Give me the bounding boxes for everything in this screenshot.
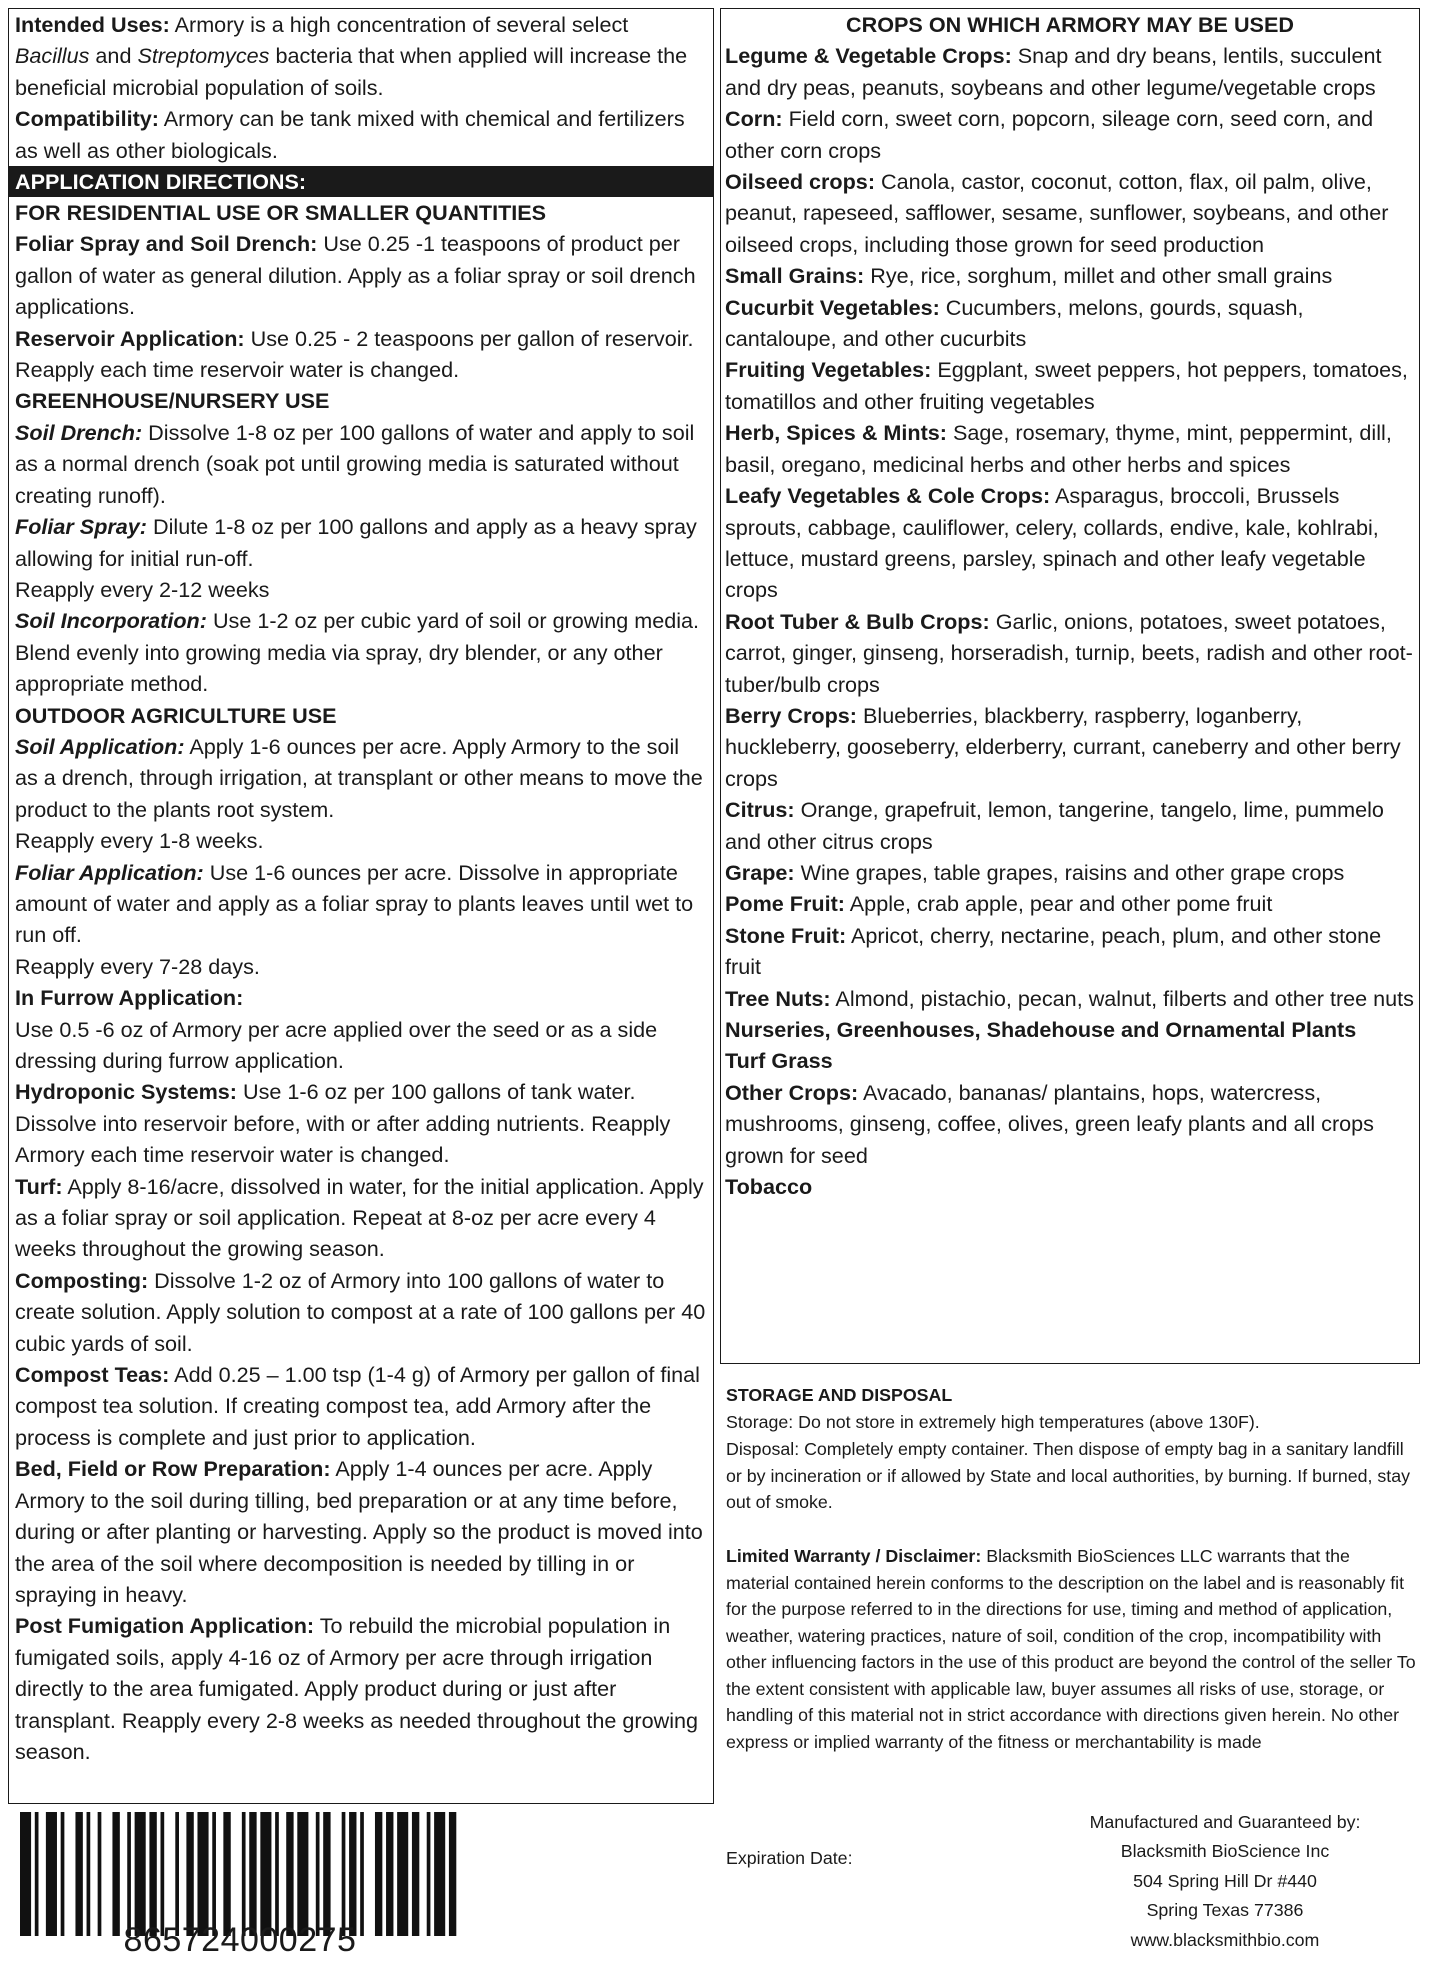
crop-entry-label: Pome Fruit:	[725, 891, 845, 917]
manufacturer-line-2: Blacksmith BioScience Inc	[1120, 1841, 1330, 1862]
streptomyces-term: Streptomyces	[137, 43, 270, 69]
manufacturer-line-4: Spring Texas 77386	[1146, 1900, 1304, 1921]
crop-entry-text: Wine grapes, table grapes, raisins and other grape crops	[794, 859, 1345, 885]
outdoor-heading: OUTDOOR AGRICULTURE USE	[15, 702, 337, 728]
crop-entry-label: Legume & Vegetable Crops:	[725, 43, 1012, 69]
hydroponic-label: Hydroponic Systems:	[15, 1079, 237, 1105]
crop-entry-label: Stone Fruit:	[725, 922, 847, 948]
turf-label: Turf:	[15, 1173, 63, 1199]
crop-entry-text: Almond, pistachio, pecan, walnut, filberts and other tree nuts	[830, 985, 1414, 1011]
crop-entry-text: Apricot, cherry, nectarine, peach, plum, and other stone fruit	[725, 922, 1382, 980]
crop-entry-text: Orange, grapefruit, lemon, tangerine, tangelo, lime, pummelo and other citrus crops	[725, 797, 1384, 854]
crop-entry-text: Cucumbers, melons, gourds, squash, cantaloupe, and other cucurbits	[725, 294, 1304, 352]
application-directions-banner: APPLICATION DIRECTIONS:	[9, 166, 713, 197]
soil-application-text: Apply 1-6 ounces per acre. Apply Armory to the soil as a drench, through irrigation, at transplant or other means to move the product to the plants root system.	[15, 733, 703, 822]
crop-entry	[725, 480, 1415, 606]
barcode-icon	[20, 1812, 460, 1936]
compost-teas-label: Compost Teas:	[15, 1362, 170, 1388]
crop-entry-label: Nurseries, Greenhouses, Shadehouse and Ornamental Plants	[725, 1017, 1357, 1042]
soil-application-label: Soil Application:	[15, 733, 185, 759]
crop-entry	[725, 260, 1415, 291]
composting-text: Dissolve 1-2 oz of Armory into 100 gallons of water to create solution. Apply solution to compost at a rate of 100 gallons per 40 cubic yards of soil.	[15, 1267, 706, 1356]
manufacturer-line-3: 504 Spring Hill Dr #440	[1133, 1870, 1317, 1891]
crop-entry-label: Turf Grass	[725, 1048, 833, 1074]
intended-uses-paragraph	[15, 9, 707, 103]
compatibility-label: Compatibility:	[15, 106, 159, 132]
residential-heading: FOR RESIDENTIAL USE OR SMALLER QUANTITIES	[15, 200, 547, 226]
hydroponic-text: Use 1-6 oz per 100 gallons of tank water. Dissolve into reservoir before, with or after adding nutrients. Reapply Armory each time reservoir water is changed.	[15, 1079, 671, 1168]
foliar-spray-soil-drench-label: Foliar Spray and Soil Drench:	[15, 231, 318, 257]
expiration-date-label: Expiration Date:	[726, 1848, 853, 1868]
crop-entry-label: Fruiting Vegetables:	[725, 357, 932, 383]
soil-incorporation-text: Use 1-2 oz per cubic yard of soil or growing media. Blend evenly into growing media via spray, dry blender, or any other appropriate method.	[15, 608, 700, 697]
reservoir-label: Reservoir Application:	[15, 325, 245, 351]
soil-incorporation-paragraph	[15, 605, 707, 699]
intended-uses-text-3: bacteria that when applied will increase the beneficial microbial population of soils.	[15, 43, 688, 100]
crop-entry	[725, 888, 1415, 919]
manufacturer-website: www.blacksmithbio.com	[1130, 1929, 1320, 1950]
foliar-spray-paragraph	[15, 511, 707, 574]
compatibility-text: Armory can be tank mixed with chemical and fertilizers as well as other biologicals.	[15, 106, 685, 163]
crop-entry	[725, 606, 1415, 700]
soil-application-paragraph	[15, 731, 707, 825]
turf-paragraph	[15, 1171, 707, 1265]
crop-entry-label: Tobacco	[725, 1174, 813, 1200]
bed-field-label: Bed, Field or Row Preparation:	[15, 1456, 331, 1482]
intended-uses-text-2: and	[89, 43, 138, 69]
crop-entry-label: Citrus:	[725, 797, 795, 823]
soil-drench-label: Soil Drench:	[15, 419, 143, 445]
soil-incorporation-label: Soil Incorporation:	[15, 608, 207, 634]
reapply-7-28-line: Reapply every 7-28 days.	[15, 953, 260, 979]
bed-field-text: Apply 1-4 ounces per acre. Apply Armory to the soil during tilling, bed preparation or at any time before, during or after planting or harvesting. Apply so the product is moved into the area of the soil where decomposition is needed by tilling in or spraying in heavy.	[15, 1456, 703, 1607]
crop-entry	[725, 1077, 1415, 1171]
crop-entry	[725, 292, 1415, 355]
crop-entry-label: Leafy Vegetables & Cole Crops:	[725, 483, 1051, 509]
crops-list	[725, 40, 1415, 1202]
in-furrow-heading: In Furrow Application:	[15, 985, 244, 1011]
crop-entry	[725, 166, 1415, 260]
crops-panel	[720, 8, 1420, 1364]
crops-heading: CROPS ON WHICH ARMORY MAY BE USED	[846, 12, 1294, 37]
greenhouse-heading: GREENHOUSE/NURSERY USE	[15, 388, 330, 414]
barcode-number: 865724000275	[123, 1921, 357, 1959]
post-fumigation-text: To rebuild the microbial population in fumigated soils, apply 4-16 oz of Armory per acre through irrigation directly to the area fumigated. Apply product during or just after transplant. Reapply every 2-8 weeks as needed throughout the growing season.	[15, 1613, 699, 1764]
crop-entry-text: Avacado, bananas/ plantains, hops, watercress, mushrooms, ginseng, coffee, olives, green leafy plants and all crops grown for seed	[725, 1079, 1374, 1168]
crop-entry-text: Rye, rice, sorghum, millet and other small grains	[864, 263, 1333, 289]
crop-entry	[725, 103, 1415, 166]
storage-text: Storage: Do not store in extremely high temperatures (above 130F).	[726, 1412, 1260, 1432]
crop-entry	[725, 417, 1415, 480]
post-fumigation-label: Post Fumigation Application:	[15, 1613, 315, 1639]
post-fumigation-paragraph	[15, 1610, 707, 1767]
compost-teas-paragraph	[15, 1359, 707, 1453]
foliar-application-text: Use 1-6 ounces per acre. Dissolve in appropriate amount of water and apply as a foliar spray to plants leaves until wet to run off.	[15, 859, 694, 948]
crop-entry	[725, 794, 1415, 857]
warranty-text: Blacksmith BioSciences LLC warrants that the material contained herein conforms to the description on the label and is reasonably fit for the purpose referred to in the directions for use, timing and method of application, weather, watering practices, nature of soil, condition of the crop, incompatibility with other influencing factors in the use of this product are beyond the control of the seller To the extent consistent with applicable law, buyer assumes all risks of use, storage, or handling of this material not in strict accordance with directions given herein. No other express or implied warranty of the fitness or merchantability is made	[726, 1546, 1416, 1752]
crop-entry-text: Canola, castor, coconut, cotton, flax, oil palm, olive, peanut, rapeseed, safflower, sesame, sunflower, soybeans, and other oilseed crops, including those grown for seed production	[725, 169, 1389, 257]
reapply-1-8-line: Reapply every 1-8 weeks.	[15, 828, 264, 854]
crop-entry-label: Grape:	[725, 859, 795, 885]
crop-entry-text: Sage, rosemary, thyme, mint, peppermint, dill, basil, oregano, medicinal herbs and other herbs and spices	[725, 420, 1392, 477]
reservoir-text: Use 0.25 - 2 teaspoons per gallon of reservoir. Reapply each time reservoir water is changed.	[15, 325, 694, 383]
crop-entry-label: Herb, Spices & Mints:	[725, 420, 947, 446]
crop-entry	[725, 983, 1415, 1014]
crop-entry	[725, 1045, 1415, 1076]
manufacturer-block	[1040, 1808, 1410, 1955]
disposal-text: Disposal: Completely empty container. Then dispose of empty bag in a sanitary landfill or by incineration or if allowed by State and local authorities, by burning. If burned, stay out of smoke.	[726, 1439, 1410, 1512]
foliar-spray-soil-drench-text: Use 0.25 -1 teaspoons of product per gallon of water as general dilution. Apply as a foliar spray or soil drench applications.	[15, 231, 696, 320]
crop-entry	[725, 857, 1415, 888]
crop-entry	[725, 354, 1415, 417]
crop-entry-text: Apple, crab apple, pear and other pome fruit	[844, 891, 1273, 917]
crop-entry-label: Berry Crops:	[725, 702, 857, 728]
warranty-label: Limited Warranty / Disclaimer:	[726, 1546, 982, 1566]
crop-entry-text: Asparagus, broccoli, Brussels sprouts, cabbage, cauliflower, celery, collards, endive, kale, kohlrabi, lettuce, mustard greens, parsley, spinach and other leafy vegetable crops	[725, 483, 1379, 603]
application-directions-panel	[8, 8, 714, 1804]
in-furrow-text: Use 0.5 -6 oz of Armory per acre applied over the seed or as a side dressing during furrow application.	[15, 1016, 658, 1073]
manufacturer-line-1: Manufactured and Guaranteed by:	[1089, 1812, 1361, 1832]
crop-entry-label: Tree Nuts:	[725, 985, 831, 1011]
crop-entry-label: Small Grains:	[725, 263, 865, 289]
reservoir-paragraph	[15, 323, 707, 386]
crop-entry-label: Cucurbit Vegetables:	[725, 294, 940, 320]
compost-teas-text: Add 0.25 – 1.00 tsp (1-4 g) of Armory per gallon of final compost tea solution. If creating compost tea, add Armory after the process is complete and just prior to application.	[15, 1362, 700, 1450]
bacillus-term: Bacillus	[15, 43, 90, 69]
foliar-spray-soil-drench-paragraph	[15, 228, 707, 322]
crop-entry-text: Eggplant, sweet peppers, hot peppers, tomatoes, tomatillos and other fruiting vegetables	[725, 357, 1408, 414]
crop-entry	[725, 1171, 1415, 1202]
composting-label: Composting:	[15, 1267, 149, 1293]
foliar-spray-label: Foliar Spray:	[15, 514, 147, 540]
crop-entry	[725, 920, 1415, 983]
composting-paragraph	[15, 1265, 707, 1359]
crop-entry-label: Root Tuber & Bulb Crops:	[725, 608, 990, 634]
intended-uses-label: Intended Uses:	[15, 12, 170, 37]
storage-heading: STORAGE AND DISPOSAL	[726, 1385, 953, 1405]
intended-uses-text-1: Armory is a high concentration of several select	[169, 12, 629, 37]
crop-entry	[725, 40, 1415, 103]
turf-text: Apply 8-16/acre, dissolved in water, for the initial application. Apply as a foliar spray or soil application. Repeat at 8-oz per acre every 4 weeks throughout the growing season.	[15, 1173, 704, 1262]
bed-field-paragraph	[15, 1453, 707, 1610]
foliar-application-label: Foliar Application:	[15, 859, 204, 885]
crop-entry	[725, 700, 1415, 794]
crop-entry-label: Oilseed crops:	[725, 169, 876, 195]
soil-drench-paragraph	[15, 417, 707, 511]
crop-entry-text: Garlic, onions, potatoes, sweet potatoes, carrot, ginger, ginseng, horseradish, turnip, beets, radish and other root-tuber/bulb crops	[725, 608, 1413, 697]
reapply-2-12-line: Reapply every 2-12 weeks	[15, 576, 270, 602]
crop-entry-text: Field corn, sweet corn, popcorn, sileage corn, seed corn, and other corn crops	[725, 106, 1374, 163]
warranty-paragraph	[726, 1543, 1416, 1755]
crop-entry-text: Snap and dry beans, lentils, succulent and dry peas, peanuts, soybeans and other legume/vegetable crops	[725, 43, 1382, 100]
foliar-spray-text: Dilute 1-8 oz per 100 gallons and apply as a heavy spray allowing for initial run-off.	[15, 514, 697, 571]
crop-entry-text: Blueberries, blackberry, raspberry, loganberry, huckleberry, gooseberry, elderberry, currant, caneberry and other berry crops	[725, 702, 1401, 791]
crop-entry-label: Other Crops:	[725, 1079, 859, 1105]
compatibility-paragraph	[15, 103, 707, 166]
foliar-application-paragraph	[15, 857, 707, 951]
crop-entry-label: Corn:	[725, 106, 783, 132]
crop-entry	[725, 1014, 1415, 1045]
hydroponic-paragraph	[15, 1076, 707, 1170]
soil-drench-text: Dissolve 1-8 oz per 100 gallons of water and apply to soil as a normal drench (soak pot until growing media is saturated without creating runoff).	[15, 419, 695, 508]
